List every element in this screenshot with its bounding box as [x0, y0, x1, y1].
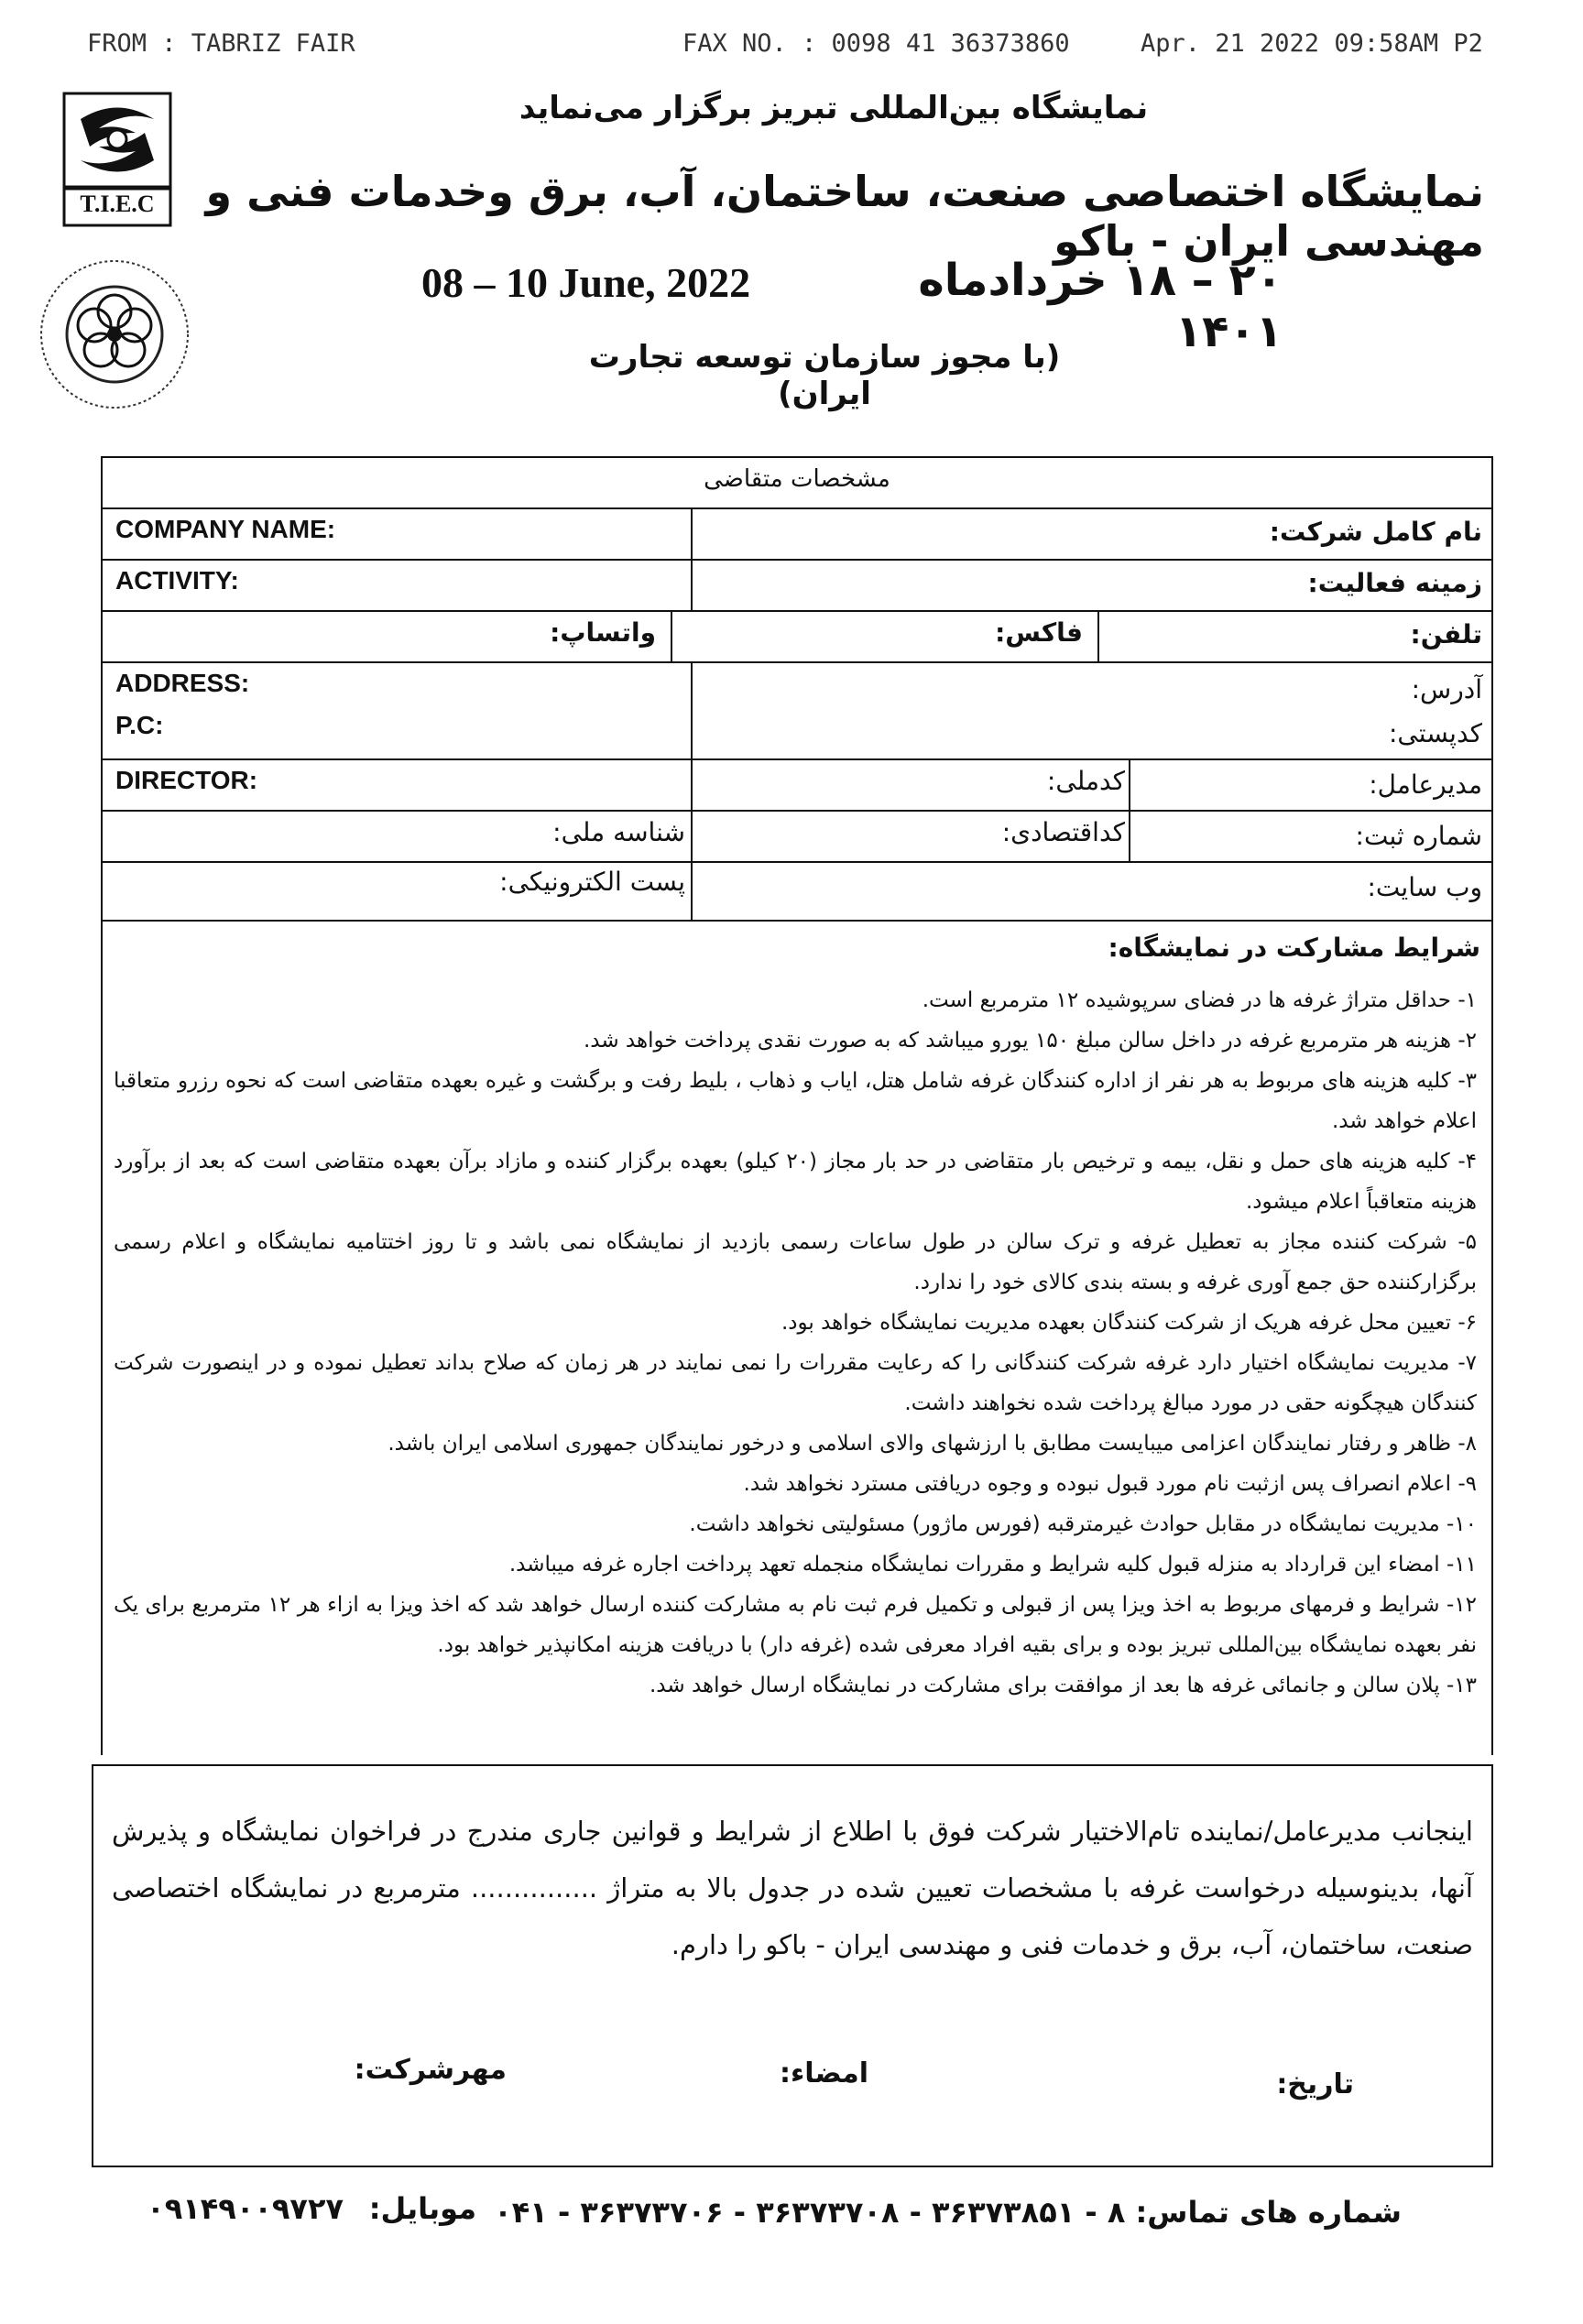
condition-item: ۹- اعلام انصراف پس ازثبت نام مورد قبول نبوده و وجوه دریافتی مسترد نخواهد شد. — [743, 1472, 1477, 1496]
fax-number: FAX NO. : 0098 41 36373860 — [682, 29, 1070, 58]
participation-conditions — [101, 922, 1493, 1755]
fax-from: FROM : TABRIZ FAIR — [87, 29, 355, 58]
exhibition-title: نمایشگاه اختصاصی صنعت، ساختمان، آب، برق وخدمات فنی و مهندسی ایران - باکو — [205, 167, 1484, 266]
organizer-line: نمایشگاه بین‌المللی تبریز برگزار می‌نماید — [519, 90, 1149, 126]
tiec-logo — [62, 92, 172, 229]
activity-label-fa: زمینه فعالیت: — [1307, 568, 1482, 598]
condition-item: ۱۳- پلان سالن و جانمائی غرفه ها بعد از موافقت برای مشارکت در نمایشگاه ارسال خواهد شد. — [649, 1674, 1477, 1697]
logo-text: T.I.E.C — [80, 191, 155, 217]
phone-label: تلفن: — [1410, 619, 1482, 649]
postal-code-label-fa: کدپستی: — [1388, 718, 1482, 748]
whatsapp-label: واتساپ: — [550, 617, 656, 648]
condition-item: ۲- هزینه هر مترمربع غرفه در داخل سالن مبلغ ۱۵۰ یورو میباشد که به صورت نقدی پرداخت خواهد شد. — [583, 1029, 1477, 1053]
fax-label: فاکس: — [995, 617, 1083, 648]
website-label: وب سایت: — [1367, 872, 1482, 902]
condition-item: ۱۱- امضاء این قرارداد به منزله قبول کلیه شرایط و مقررات نمایشگاه منجمله تعهد پرداخت اجاره غرفه میباشد. — [508, 1553, 1477, 1577]
license-line: (با مجوز سازمان توسعه تجارت ایران) — [588, 339, 1061, 412]
email-label: پست الکترونیکی: — [499, 867, 685, 897]
condition-item: ۴- کلیه هزینه های حمل و نقل، بیمه و ترخیص بار متقاضی در حد بار مجاز (۲۰ کیلو) بعهده برگزار کننده و مازاد برآن بعهده متقاضی است که بعد از برآورد هزینه متعاقباً اعلام میشود. — [114, 1150, 1477, 1214]
company-name-label-fa: نام کامل شرکت: — [1269, 517, 1482, 547]
mobile-label: موبایل: — [368, 2191, 476, 2226]
national-code-label: کدملی: — [1046, 766, 1125, 796]
national-code-field[interactable] — [694, 760, 969, 808]
condition-item: ۱۲- شرایط و فرمهای مربوط به اخذ ویزا پس از قبولی و تکمیل فرم ثبت نام به مشارکت کننده ارسال خواهد شد که اخذ ویزا به ازاء هر ۱۲ مترمربع برای یک نفر بعهده نمایشگاه بین‌المللی تبریز بوده و برای بقیه افراد معرفی شده (غرفه دار) با دریافت هزینه امکانپذیر خواهد بود. — [114, 1593, 1478, 1657]
condition-item: ۱- حداقل متراژ غرفه ها در فضای سرپوشیده ۱۲ مترمربع است. — [922, 988, 1477, 1012]
fax-field[interactable] — [674, 612, 949, 660]
date-english: 08 – 10 June, 2022 — [421, 259, 751, 306]
mobile-number: ۰۹۱۴۹۰۰۹۷۲۷ — [147, 2191, 344, 2226]
national-id-label: شناسه ملی: — [552, 817, 685, 847]
registration-no-label: شماره ثبت: — [1355, 821, 1482, 851]
website-field[interactable] — [694, 863, 1336, 918]
address-label-fa: آدرس: — [1411, 674, 1482, 704]
activity-label-en: ACTIVITY: — [115, 566, 239, 595]
condition-item: ۷- مدیریت نمایشگاه اختیار دارد غرفه شرکت کنندگانی را که رعایت مقررات را نمی نمایند در هر زمان که صلاح بداند تعطیل نموده و در اینصورت شرکت کنندگان هیچگونه حقی در مورد مبالغ پرداخت شده نخواهند داشت. — [114, 1351, 1477, 1415]
contact-numbers: شماره های تماس: ۸ - ۳۶۳۷۳۸۵۱ - ۳۶۳۷۳۷۰۸ - ۳۶۳۷۳۷۰۶ - ۰۴۱ — [494, 2195, 1402, 2230]
activity-field[interactable] — [694, 561, 1336, 608]
conditions-title: شرایط مشارکت در نمایشگاه: — [1108, 933, 1480, 963]
director-label-en: DIRECTOR: — [115, 766, 258, 794]
email-field[interactable] — [106, 863, 509, 918]
declaration-box — [92, 1764, 1493, 2167]
contact-footer — [110, 2191, 1402, 2246]
declaration-text: اینجانب مدیرعامل/نماینده تام‌الاختیار شرکت فوق با اطلاع از شرایط و قوانین جاری مندرج در فراخوان نمایشگاه و پذیرش آنها، بدینوسیله درخواست غرفه با مشخصات تعیین شده در جدول بالا به متراژ ............... مترمربع در نمایشگاه اختصاصی صنعت، ساختمان، آب، برق و خدمات فنی و مهندسی ایران - باکو را دارم. — [112, 1816, 1473, 1960]
pc-label-en: P.C: — [115, 711, 164, 739]
address-field[interactable] — [694, 663, 1336, 757]
signature-label: امضاء: — [779, 2057, 868, 2089]
fax-header — [0, 29, 1583, 66]
economic-code-field[interactable] — [694, 812, 969, 859]
form-title: مشخصات متقاضی — [704, 465, 890, 493]
applicant-form — [101, 456, 1493, 922]
tpo-seal — [37, 256, 192, 412]
fax-datetime: Apr. 21 2022 09:58AM P2 — [1141, 29, 1483, 58]
condition-item: ۳- کلیه هزینه های مربوط به هر نفر از اداره کنندگان غرفه شامل هتل، ایاب و ذهاب ، بلیط رفت و برگشت و غیره بعهده متقاضی است که نحوه رزرو متعاقبا اعلام خواهد شد. — [114, 1069, 1477, 1133]
conditions-list — [114, 980, 1477, 1706]
condition-item: ۸- ظاهر و رفتار نمایندگان اعزامی میبایست مطابق با ارزشهای والای اسلامی و درخور نمایندگان جمهوری اسلامی ایران باشد. — [388, 1432, 1477, 1456]
date-persian: ۲۰ – ۱۸ خردادماه ۱۴۰۱ — [918, 255, 1283, 357]
condition-item: ۵- شرکت کننده مجاز به تعطیل غرفه و ترک سالن در طول ساعات رسمی بازدید از نمایشگاه نمی باشد و تا روز اختتامیه نمایشگاه و اعلام رسمی برگزارکننده حق جمع آوری غرفه و بسته بندی کالای خود را ندارد. — [114, 1230, 1477, 1294]
date-label: تاریخ: — [1276, 2068, 1354, 2100]
phone-field[interactable] — [1101, 612, 1339, 660]
condition-item: ۶- تعیین محل غرفه هریک از شرکت کنندگان بعهده مدیریت نمایشگاه خواهد بود. — [781, 1311, 1477, 1335]
national-id-field[interactable] — [106, 812, 509, 859]
economic-code-label: کداقتصادی: — [1001, 817, 1125, 847]
registration-no-field[interactable] — [1132, 812, 1352, 859]
company-name-field[interactable] — [694, 509, 1336, 557]
director-field[interactable] — [1132, 760, 1352, 808]
director-label-fa: مدیرعامل: — [1369, 769, 1482, 800]
whatsapp-field[interactable] — [106, 612, 519, 660]
address-label-en: ADDRESS: — [115, 669, 250, 697]
company-stamp-label: مهرشرکت: — [354, 2054, 507, 2086]
condition-item: ۱۰- مدیریت نمایشگاه در مقابل حوادث غیرمترقبه (فورس ماژور) مسئولیتی نخواهد داشت. — [689, 1512, 1477, 1536]
company-name-label-en: COMPANY NAME: — [115, 515, 336, 543]
